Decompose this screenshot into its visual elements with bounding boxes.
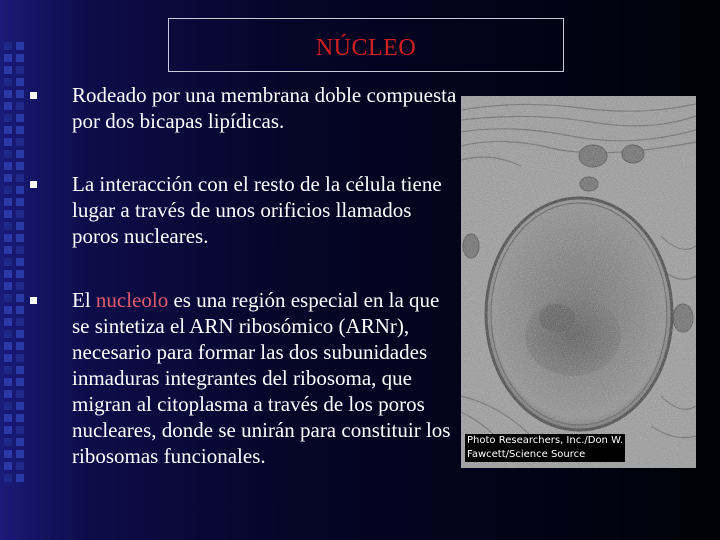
square-column-2	[16, 42, 24, 482]
decorative-square	[4, 210, 12, 218]
decorative-square	[4, 162, 12, 170]
decorative-square	[16, 126, 24, 134]
decorative-square	[16, 402, 24, 410]
decorative-square	[4, 126, 12, 134]
decorative-square	[4, 354, 12, 362]
decorative-square	[16, 354, 24, 362]
decorative-square	[4, 186, 12, 194]
decorative-square	[4, 174, 12, 182]
nucleus-micrograph	[461, 96, 696, 468]
decorative-square	[16, 198, 24, 206]
decorative-square	[16, 102, 24, 110]
decorative-square	[4, 138, 12, 146]
decorative-square	[16, 390, 24, 398]
decorative-square	[16, 462, 24, 470]
decorative-square	[4, 450, 12, 458]
decorative-square	[4, 390, 12, 398]
bullet-text: Rodeado por una membrana doble compuesta por dos bicapas lipídicas.	[72, 83, 457, 133]
decorative-square	[4, 426, 12, 434]
decorative-square	[4, 270, 12, 278]
decorative-square	[16, 450, 24, 458]
decorative-square	[16, 330, 24, 338]
micrograph-image	[461, 96, 696, 468]
bullet-item-membrane	[30, 82, 460, 134]
decorative-square	[4, 474, 12, 482]
decorative-square	[4, 66, 12, 74]
decorative-square	[16, 234, 24, 242]
nucleolo-highlight: nucleolo	[95, 288, 169, 312]
decorative-square	[4, 90, 12, 98]
decorative-square	[16, 42, 24, 50]
bullet-square-icon	[30, 181, 37, 188]
decorative-square	[4, 438, 12, 446]
bullet-text-suffix: es una región especial en la que se sintetiza el ARN ribosómico (ARNr), necesario para formar las dos subunidades inmaduras integrantes del ribosoma, que migran al citoplasma a través de los poros nucleares, donde se unirán para constituir los ribosomas funcionales.	[72, 288, 451, 468]
square-column-1	[4, 42, 12, 482]
decorative-square	[16, 246, 24, 254]
decorative-square	[16, 162, 24, 170]
decorative-square	[16, 210, 24, 218]
decorative-square	[4, 282, 12, 290]
decorative-square	[4, 234, 12, 242]
decorative-square	[16, 258, 24, 266]
decorative-square	[4, 294, 12, 302]
decorative-square	[16, 186, 24, 194]
decorative-square	[16, 318, 24, 326]
decorative-square	[16, 174, 24, 182]
photo-credit-line-1: Photo Researchers, Inc./Don W.	[467, 435, 623, 446]
decorative-square	[4, 54, 12, 62]
decorative-square	[16, 54, 24, 62]
decorative-square	[4, 330, 12, 338]
decorative-square	[16, 78, 24, 86]
photo-credit-line-2: Fawcett/Science Source	[467, 449, 586, 460]
decorative-square	[16, 66, 24, 74]
photo-credit	[465, 434, 625, 462]
decorative-square	[16, 366, 24, 374]
decorative-square	[16, 378, 24, 386]
title-box	[168, 18, 564, 72]
decorative-square	[4, 318, 12, 326]
decorative-square	[16, 90, 24, 98]
decorative-square	[16, 150, 24, 158]
decorative-square	[16, 282, 24, 290]
decorative-square	[4, 150, 12, 158]
slide-title: NÚCLEO	[315, 34, 417, 61]
bullet-list	[30, 82, 460, 469]
bullet-text: La interacción con el resto de la célula tiene lugar a través de unos orificios llamados poros nucleares.	[72, 172, 442, 248]
decorative-square	[16, 294, 24, 302]
bullet-item-pores	[30, 171, 460, 249]
decorative-square	[4, 78, 12, 86]
decorative-square	[4, 462, 12, 470]
decorative-square	[4, 222, 12, 230]
decorative-square	[16, 474, 24, 482]
bullet-text-prefix: El	[72, 288, 96, 312]
decorative-square	[16, 114, 24, 122]
decorative-square	[4, 42, 12, 50]
decorative-square	[4, 306, 12, 314]
bullet-square-icon	[30, 92, 37, 99]
decorative-square	[4, 258, 12, 266]
decorative-square	[16, 426, 24, 434]
decorative-square	[16, 414, 24, 422]
decorative-square	[16, 306, 24, 314]
decorative-square	[4, 246, 12, 254]
decorative-square	[4, 414, 12, 422]
bullet-item-nucleolus	[30, 287, 460, 469]
bullet-square-icon	[30, 297, 37, 304]
decorative-square	[4, 114, 12, 122]
decorative-square	[4, 402, 12, 410]
decorative-square	[16, 342, 24, 350]
decorative-square	[16, 270, 24, 278]
decorative-square	[4, 378, 12, 386]
decorative-square	[4, 198, 12, 206]
decorative-square	[16, 138, 24, 146]
decorative-square	[4, 342, 12, 350]
decorative-square	[4, 366, 12, 374]
decorative-square	[16, 438, 24, 446]
decorative-square	[4, 102, 12, 110]
decorative-square	[16, 222, 24, 230]
